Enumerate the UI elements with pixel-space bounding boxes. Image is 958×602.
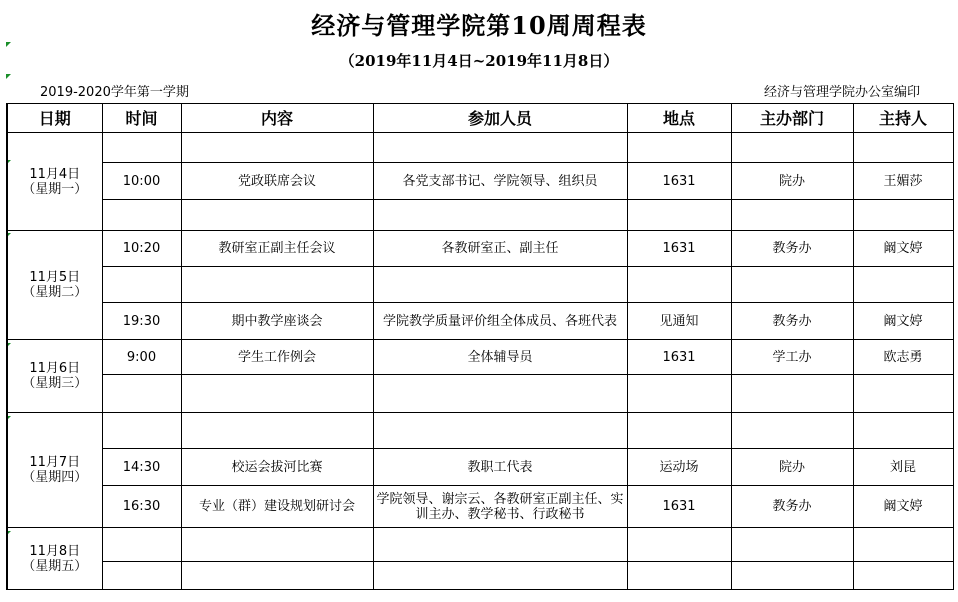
place-cell[interactable]: 1631 <box>627 231 731 267</box>
content-cell[interactable]: 期中教学座谈会 <box>181 303 373 340</box>
table-row[interactable] <box>7 562 953 590</box>
header-content: 内容 <box>181 104 373 133</box>
table-row[interactable] <box>7 528 953 562</box>
time-cell[interactable] <box>102 562 181 590</box>
dept-cell[interactable] <box>731 200 853 231</box>
time-cell[interactable]: 9:00 <box>102 340 181 375</box>
date-label: 11月4日 <box>29 166 81 182</box>
date-cell[interactable] <box>7 413 102 528</box>
host-cell[interactable] <box>853 133 953 163</box>
table-row[interactable] <box>7 486 953 528</box>
dept-cell[interactable] <box>731 528 853 562</box>
content-cell[interactable] <box>181 413 373 449</box>
content-cell[interactable] <box>181 267 373 303</box>
dept-cell[interactable]: 教务办 <box>731 231 853 267</box>
people-cell[interactable]: 全体辅导员 <box>373 340 627 375</box>
weekday-label: （星期五） <box>22 558 88 574</box>
table-row[interactable] <box>7 449 953 486</box>
place-cell[interactable]: 1631 <box>627 340 731 375</box>
table-row[interactable] <box>7 340 953 375</box>
date-label: 11月7日 <box>29 455 81 470</box>
table-row[interactable] <box>7 303 953 340</box>
host-cell[interactable]: 阚文婷 <box>853 486 953 528</box>
place-cell[interactable] <box>627 413 731 449</box>
time-cell[interactable] <box>102 200 181 231</box>
place-cell[interactable] <box>627 375 731 413</box>
dept-cell[interactable]: 学工办 <box>731 340 853 375</box>
people-cell[interactable]: 各党支部书记、学院领导、组织员 <box>373 163 627 200</box>
page-title: 经济与管理学院第10周周程表 <box>311 11 647 40</box>
dept-cell[interactable]: 教务办 <box>731 303 853 340</box>
time-cell[interactable]: 19:30 <box>102 303 181 340</box>
host-cell[interactable] <box>853 528 953 562</box>
schedule-table <box>6 103 954 590</box>
header-row <box>7 104 953 133</box>
content-cell[interactable] <box>181 200 373 231</box>
weekday-label: （星期四） <box>22 470 88 485</box>
time-cell[interactable] <box>102 413 181 449</box>
host-cell[interactable]: 刘昆 <box>853 449 953 486</box>
header-time: 时间 <box>102 104 181 133</box>
table-row[interactable] <box>7 413 953 449</box>
dept-cell[interactable] <box>731 413 853 449</box>
content-cell[interactable] <box>181 562 373 590</box>
dept-cell[interactable] <box>731 375 853 413</box>
host-cell[interactable] <box>853 200 953 231</box>
place-cell[interactable]: 1631 <box>627 163 731 200</box>
header-place: 地点 <box>627 104 731 133</box>
people-cell[interactable] <box>373 413 627 449</box>
dept-cell[interactable]: 教务办 <box>731 486 853 528</box>
time-cell[interactable]: 16:30 <box>102 486 181 528</box>
people-cell[interactable] <box>373 267 627 303</box>
host-cell[interactable] <box>853 375 953 413</box>
weekday-label: （星期一） <box>22 181 88 197</box>
time-cell[interactable] <box>102 267 181 303</box>
weekday-label: （星期二） <box>22 285 88 300</box>
people-cell[interactable] <box>373 133 627 163</box>
people-cell[interactable] <box>373 562 627 590</box>
content-cell[interactable]: 教研室正副主任会议 <box>181 231 373 267</box>
date-label: 11月8日 <box>29 543 81 559</box>
table-row[interactable] <box>7 133 953 163</box>
time-cell[interactable]: 10:20 <box>102 231 181 267</box>
table-row[interactable] <box>7 200 953 231</box>
people-cell[interactable]: 各教研室正、副主任 <box>373 231 627 267</box>
table-row[interactable] <box>7 267 953 303</box>
time-cell[interactable]: 10:00 <box>102 163 181 200</box>
place-cell[interactable]: 1631 <box>627 486 731 528</box>
host-cell[interactable]: 阚文婷 <box>853 303 953 340</box>
content-cell[interactable]: 学生工作例会 <box>181 340 373 375</box>
weekday-label: （星期三） <box>22 376 88 391</box>
dept-cell[interactable]: 院办 <box>731 449 853 486</box>
place-cell[interactable] <box>627 200 731 231</box>
dept-cell[interactable]: 院办 <box>731 163 853 200</box>
place-cell[interactable] <box>627 133 731 163</box>
table-row[interactable] <box>7 163 953 200</box>
content-cell[interactable] <box>181 375 373 413</box>
table-row[interactable] <box>7 375 953 413</box>
date-cell[interactable] <box>7 528 102 590</box>
time-cell[interactable] <box>102 528 181 562</box>
header-date: 日期 <box>7 104 102 133</box>
content-cell[interactable]: 校运会拔河比赛 <box>181 449 373 486</box>
place-cell[interactable] <box>627 528 731 562</box>
time-cell[interactable]: 14:30 <box>102 449 181 486</box>
date-cell[interactable] <box>7 340 102 413</box>
time-cell[interactable] <box>102 375 181 413</box>
date-range: （2019年11月4日~2019年11月8日） <box>339 52 619 70</box>
people-cell[interactable] <box>373 528 627 562</box>
place-cell[interactable]: 见通知 <box>627 303 731 340</box>
date-label: 11月5日 <box>29 270 81 285</box>
content-cell[interactable] <box>181 528 373 562</box>
header-people: 参加人员 <box>373 104 627 133</box>
cell-marker-icon <box>6 74 11 79</box>
people-cell[interactable] <box>373 200 627 231</box>
place-cell[interactable] <box>627 267 731 303</box>
office-label: 经济与管理学院办公室编印 <box>763 85 920 100</box>
host-cell[interactable]: 王媚莎 <box>853 163 953 200</box>
date-cell[interactable] <box>7 133 102 231</box>
header-dept: 主办部门 <box>731 104 853 133</box>
content-cell[interactable] <box>181 133 373 163</box>
host-cell[interactable]: 阚文婷 <box>853 231 953 267</box>
header-host: 主持人 <box>853 104 953 133</box>
host-cell[interactable] <box>853 413 953 449</box>
host-cell[interactable]: 欧志勇 <box>853 340 953 375</box>
dept-cell[interactable] <box>731 133 853 163</box>
date-cell[interactable] <box>7 231 102 340</box>
place-cell[interactable]: 运动场 <box>627 449 731 486</box>
host-cell[interactable] <box>853 562 953 590</box>
host-cell[interactable] <box>853 267 953 303</box>
people-cell[interactable] <box>373 375 627 413</box>
content-cell[interactable]: 党政联席会议 <box>181 163 373 200</box>
content-cell[interactable]: 专业（群）建设规划研讨会 <box>181 486 373 528</box>
time-cell[interactable] <box>102 133 181 163</box>
dept-cell[interactable] <box>731 267 853 303</box>
people-cell[interactable]: 学院领导、谢宗云、各教研室正副主任、实训主办、教学秘书、行政秘书 <box>373 486 627 528</box>
dept-cell[interactable] <box>731 562 853 590</box>
cell-marker-icon <box>6 42 11 47</box>
table-row[interactable] <box>7 231 953 267</box>
date-label: 11月6日 <box>29 361 81 376</box>
people-cell[interactable]: 学院教学质量评价组全体成员、各班代表 <box>373 303 627 340</box>
people-cell[interactable]: 教职工代表 <box>373 449 627 486</box>
term-label: 2019-2020学年第一学期 <box>40 85 189 100</box>
place-cell[interactable] <box>627 562 731 590</box>
